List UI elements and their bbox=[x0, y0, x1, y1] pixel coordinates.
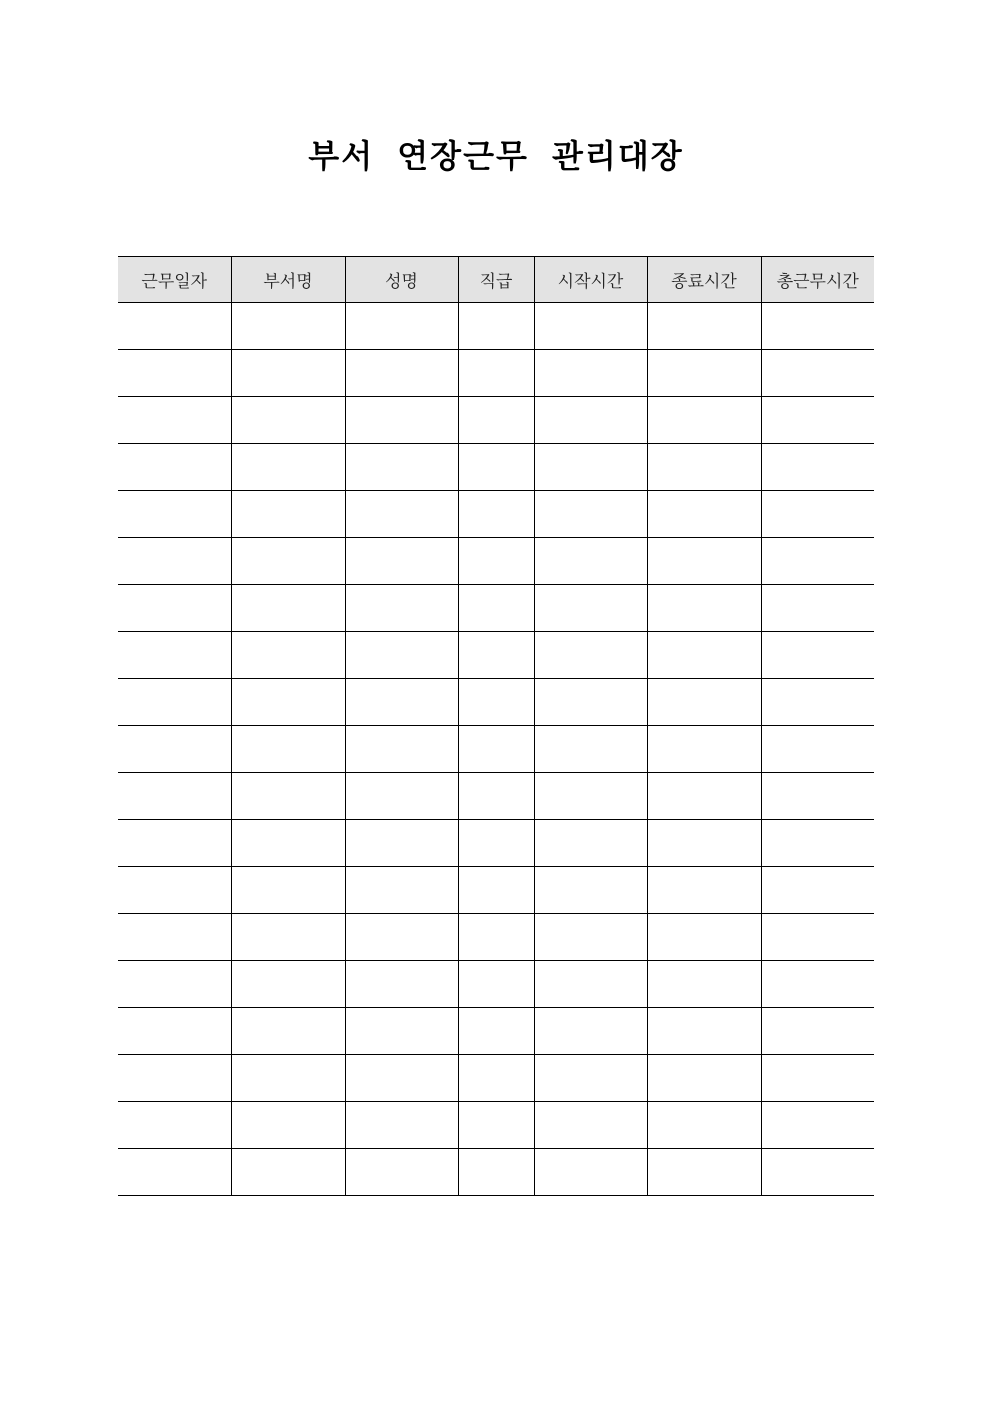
table-cell[interactable] bbox=[647, 350, 761, 397]
table-cell[interactable] bbox=[534, 397, 647, 444]
table-cell[interactable] bbox=[118, 1149, 231, 1196]
table-header-row bbox=[118, 257, 874, 303]
table-row bbox=[118, 491, 874, 538]
table-cell[interactable] bbox=[761, 585, 874, 632]
overtime-ledger-table bbox=[118, 256, 874, 1196]
table-row bbox=[118, 350, 874, 397]
table-cell[interactable] bbox=[118, 444, 231, 491]
table-cell[interactable] bbox=[231, 350, 345, 397]
table-cell[interactable] bbox=[231, 961, 345, 1008]
table-cell[interactable] bbox=[118, 820, 231, 867]
table-cell[interactable] bbox=[118, 867, 231, 914]
table-cell[interactable] bbox=[761, 538, 874, 585]
table-cell[interactable] bbox=[231, 397, 345, 444]
table-cell[interactable] bbox=[345, 820, 458, 867]
table-cell[interactable] bbox=[345, 1102, 458, 1149]
table-cell[interactable] bbox=[231, 773, 345, 820]
table-row bbox=[118, 1055, 874, 1102]
table-cell[interactable] bbox=[118, 1008, 231, 1055]
table-cell[interactable] bbox=[458, 632, 534, 679]
table-row bbox=[118, 726, 874, 773]
table-cell[interactable] bbox=[761, 397, 874, 444]
table-cell[interactable] bbox=[231, 1008, 345, 1055]
table-cell[interactable] bbox=[761, 1102, 874, 1149]
table-cell[interactable] bbox=[231, 1102, 345, 1149]
table-row bbox=[118, 538, 874, 585]
table-cell[interactable] bbox=[345, 444, 458, 491]
column-header-work-date: 근무일자 bbox=[118, 257, 231, 303]
table-cell[interactable] bbox=[761, 1055, 874, 1102]
table-cell[interactable] bbox=[458, 679, 534, 726]
table-cell[interactable] bbox=[534, 1008, 647, 1055]
table-cell[interactable] bbox=[345, 1055, 458, 1102]
table-cell[interactable] bbox=[458, 1149, 534, 1196]
table-row bbox=[118, 585, 874, 632]
table-row bbox=[118, 773, 874, 820]
table-cell[interactable] bbox=[647, 679, 761, 726]
table-cell[interactable] bbox=[534, 773, 647, 820]
table-row bbox=[118, 679, 874, 726]
table-cell[interactable] bbox=[761, 679, 874, 726]
table-row bbox=[118, 303, 874, 350]
table-cell[interactable] bbox=[118, 1102, 231, 1149]
table-cell[interactable] bbox=[345, 679, 458, 726]
table-cell[interactable] bbox=[458, 1055, 534, 1102]
table-cell[interactable] bbox=[231, 679, 345, 726]
table-cell[interactable] bbox=[647, 585, 761, 632]
table-cell[interactable] bbox=[458, 961, 534, 1008]
table-cell[interactable] bbox=[534, 1149, 647, 1196]
table-cell[interactable] bbox=[118, 773, 231, 820]
table-cell[interactable] bbox=[231, 632, 345, 679]
table-cell[interactable] bbox=[345, 867, 458, 914]
table-cell[interactable] bbox=[761, 1008, 874, 1055]
table-cell[interactable] bbox=[761, 820, 874, 867]
table-cell[interactable] bbox=[534, 303, 647, 350]
table-cell[interactable] bbox=[118, 397, 231, 444]
column-header-total-hours: 총근무시간 bbox=[761, 257, 874, 303]
table-cell[interactable] bbox=[231, 585, 345, 632]
table-cell[interactable] bbox=[761, 914, 874, 961]
table-cell[interactable] bbox=[647, 867, 761, 914]
table-cell[interactable] bbox=[534, 867, 647, 914]
table-cell[interactable] bbox=[458, 303, 534, 350]
table-cell[interactable] bbox=[118, 1055, 231, 1102]
table-cell[interactable] bbox=[534, 820, 647, 867]
table-body bbox=[118, 303, 874, 1196]
table-cell[interactable] bbox=[231, 303, 345, 350]
table-row bbox=[118, 867, 874, 914]
table-cell[interactable] bbox=[647, 444, 761, 491]
column-header-start-time: 시작시간 bbox=[534, 257, 647, 303]
table-cell[interactable] bbox=[118, 491, 231, 538]
table-cell[interactable] bbox=[534, 491, 647, 538]
table-cell[interactable] bbox=[231, 820, 345, 867]
table-cell[interactable] bbox=[647, 1102, 761, 1149]
table-cell[interactable] bbox=[458, 350, 534, 397]
table-cell[interactable] bbox=[647, 538, 761, 585]
table-cell[interactable] bbox=[458, 444, 534, 491]
table-row bbox=[118, 914, 874, 961]
table-cell[interactable] bbox=[647, 1149, 761, 1196]
table-cell[interactable] bbox=[647, 961, 761, 1008]
table-cell[interactable] bbox=[345, 1008, 458, 1055]
table-cell[interactable] bbox=[118, 585, 231, 632]
table-cell[interactable] bbox=[458, 397, 534, 444]
table-cell[interactable] bbox=[345, 491, 458, 538]
table-cell[interactable] bbox=[231, 1149, 345, 1196]
table-cell[interactable] bbox=[231, 1055, 345, 1102]
table-cell[interactable] bbox=[458, 585, 534, 632]
table-row bbox=[118, 961, 874, 1008]
table-cell[interactable] bbox=[647, 820, 761, 867]
table-cell[interactable] bbox=[458, 1008, 534, 1055]
table-cell[interactable] bbox=[458, 491, 534, 538]
document-title: 부서 연장근무 관리대장 bbox=[308, 137, 684, 175]
table-cell[interactable] bbox=[118, 726, 231, 773]
table-cell[interactable] bbox=[118, 679, 231, 726]
table-row bbox=[118, 1102, 874, 1149]
table-cell[interactable] bbox=[761, 444, 874, 491]
table-cell[interactable] bbox=[118, 914, 231, 961]
table-cell[interactable] bbox=[761, 350, 874, 397]
table-cell[interactable] bbox=[231, 867, 345, 914]
table-cell[interactable] bbox=[345, 961, 458, 1008]
table-cell[interactable] bbox=[231, 538, 345, 585]
table-row bbox=[118, 1149, 874, 1196]
table-cell[interactable] bbox=[345, 538, 458, 585]
column-header-department: 부서명 bbox=[231, 257, 345, 303]
table-cell[interactable] bbox=[647, 491, 761, 538]
table-cell[interactable] bbox=[761, 303, 874, 350]
table-cell[interactable] bbox=[345, 726, 458, 773]
column-header-name: 성명 bbox=[345, 257, 458, 303]
table-cell[interactable] bbox=[458, 1102, 534, 1149]
table-cell[interactable] bbox=[647, 914, 761, 961]
table-cell[interactable] bbox=[458, 867, 534, 914]
table-cell[interactable] bbox=[231, 491, 345, 538]
table-cell[interactable] bbox=[345, 303, 458, 350]
table-cell[interactable] bbox=[345, 1149, 458, 1196]
table-row bbox=[118, 632, 874, 679]
table-cell[interactable] bbox=[647, 1055, 761, 1102]
table-cell[interactable] bbox=[761, 1149, 874, 1196]
table-cell[interactable] bbox=[761, 773, 874, 820]
table-cell[interactable] bbox=[534, 1102, 647, 1149]
table-cell[interactable] bbox=[534, 444, 647, 491]
table-cell[interactable] bbox=[647, 632, 761, 679]
table-cell[interactable] bbox=[345, 773, 458, 820]
table-cell[interactable] bbox=[458, 726, 534, 773]
table-cell[interactable] bbox=[458, 773, 534, 820]
table-cell[interactable] bbox=[231, 914, 345, 961]
table-cell[interactable] bbox=[345, 397, 458, 444]
table-cell[interactable] bbox=[345, 632, 458, 679]
table-cell[interactable] bbox=[647, 397, 761, 444]
table-cell[interactable] bbox=[345, 350, 458, 397]
table-cell[interactable] bbox=[647, 726, 761, 773]
table-cell[interactable] bbox=[118, 538, 231, 585]
table-cell[interactable] bbox=[761, 961, 874, 1008]
table-cell[interactable] bbox=[534, 726, 647, 773]
table-cell[interactable] bbox=[118, 303, 231, 350]
table-cell[interactable] bbox=[761, 867, 874, 914]
table-cell[interactable] bbox=[231, 726, 345, 773]
table-cell[interactable] bbox=[534, 632, 647, 679]
table-cell[interactable] bbox=[534, 350, 647, 397]
table-cell[interactable] bbox=[534, 679, 647, 726]
table-cell[interactable] bbox=[458, 538, 534, 585]
table-cell[interactable] bbox=[761, 491, 874, 538]
table-cell[interactable] bbox=[647, 773, 761, 820]
column-header-position: 직급 bbox=[458, 257, 534, 303]
table-row bbox=[118, 1008, 874, 1055]
table-cell[interactable] bbox=[534, 914, 647, 961]
column-header-end-time: 종료시간 bbox=[647, 257, 761, 303]
table-cell[interactable] bbox=[761, 632, 874, 679]
table-cell[interactable] bbox=[345, 585, 458, 632]
table-cell[interactable] bbox=[534, 585, 647, 632]
table-cell[interactable] bbox=[534, 1055, 647, 1102]
table-cell[interactable] bbox=[118, 350, 231, 397]
table-cell[interactable] bbox=[345, 914, 458, 961]
table-cell[interactable] bbox=[231, 444, 345, 491]
table-cell[interactable] bbox=[647, 1008, 761, 1055]
table-cell[interactable] bbox=[118, 632, 231, 679]
table-cell[interactable] bbox=[118, 961, 231, 1008]
table-row bbox=[118, 444, 874, 491]
table-cell[interactable] bbox=[458, 914, 534, 961]
table-cell[interactable] bbox=[534, 538, 647, 585]
table-cell[interactable] bbox=[458, 820, 534, 867]
table-cell[interactable] bbox=[761, 726, 874, 773]
table-row bbox=[118, 820, 874, 867]
table-cell[interactable] bbox=[534, 961, 647, 1008]
table-row bbox=[118, 397, 874, 444]
table-cell[interactable] bbox=[647, 303, 761, 350]
